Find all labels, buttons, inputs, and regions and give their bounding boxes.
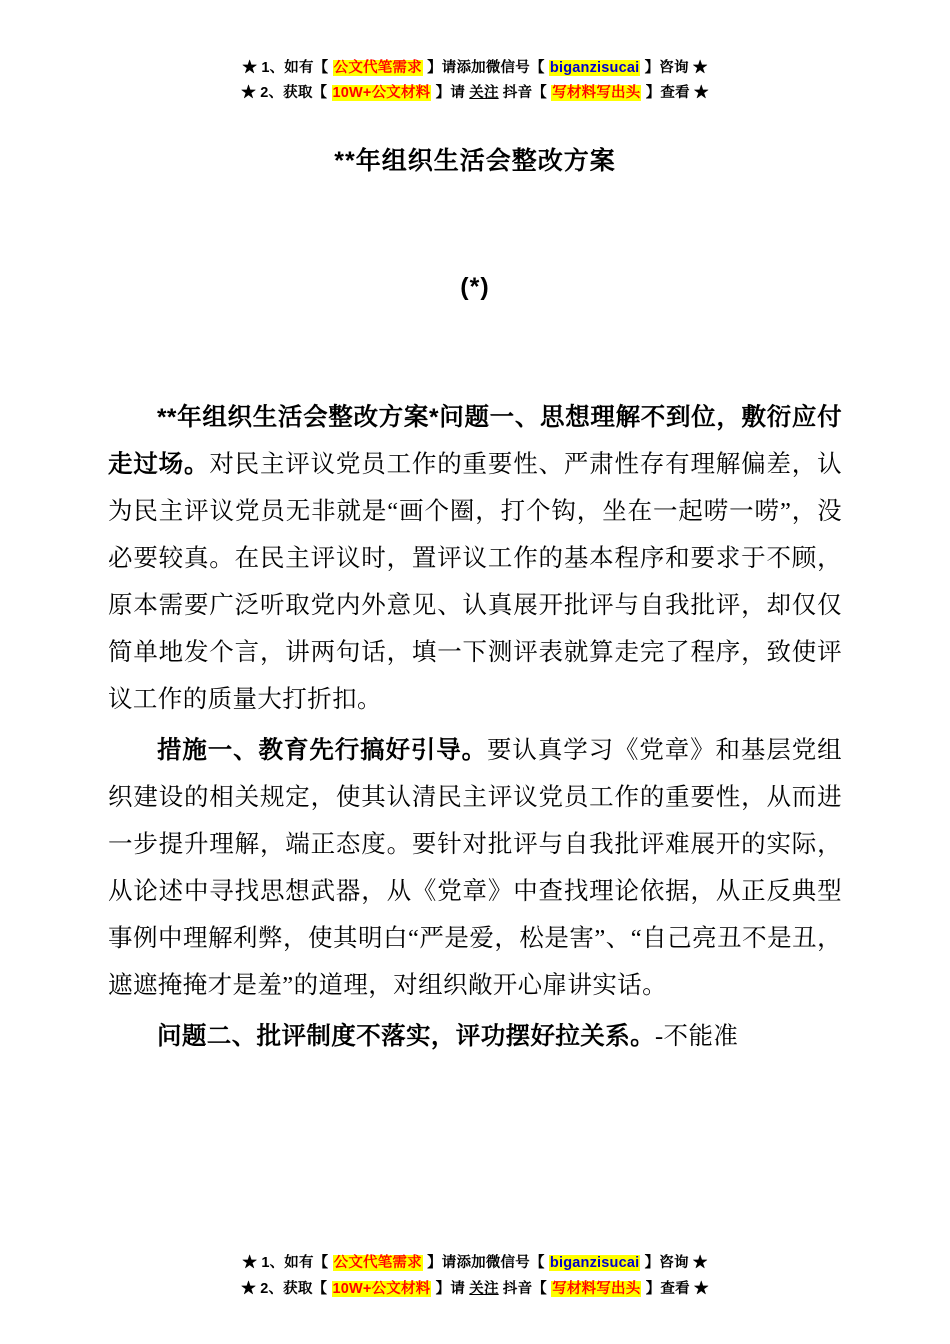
star-glyph-left-b1: ★ bbox=[242, 1255, 258, 1272]
promo-text-1c-bottom: 】咨询 bbox=[644, 1255, 689, 1272]
promo-text-2-underline-bottom: 关注 bbox=[469, 1280, 499, 1297]
document-subtitle: (*) bbox=[460, 272, 490, 301]
promo-highlight-douyin-account: 写材料写出头 bbox=[552, 85, 641, 102]
paragraph-3-text: -不能准 bbox=[655, 1022, 739, 1050]
star-glyph-right-2: ★ bbox=[694, 85, 709, 102]
promo-text-1a-bottom: 1、如有【 bbox=[261, 1255, 329, 1272]
paragraph-3 bbox=[108, 1013, 842, 1060]
promo-text-2a-bottom: 2、获取【 bbox=[260, 1280, 328, 1297]
star-glyph-right: ★ bbox=[692, 60, 708, 76]
promo-text-2b-bottom: 】请 bbox=[435, 1280, 466, 1297]
promo-text-1c: 】咨询 bbox=[644, 60, 689, 76]
promo-banner-top bbox=[108, 56, 842, 107]
promo-line-2 bbox=[108, 81, 842, 106]
promo-highlight-service-bottom: 公文代笔需求 bbox=[333, 1255, 422, 1272]
promo-line-2-bottom bbox=[108, 1277, 842, 1302]
promo-text-2c-bottom: 抖音【 bbox=[502, 1280, 548, 1297]
star-glyph-left-2: ★ bbox=[241, 85, 256, 102]
promo-text-1b-bottom: 】请添加微信号【 bbox=[427, 1255, 545, 1272]
paragraph-1-lead: **年组织生活会整改方案*问题一、思想理解不到位，敷衍应付走过场。 bbox=[108, 403, 842, 478]
paragraph-1-text: 对民主评议党员工作的重要性、严肃性存有理解偏差，认为民主评议党员无非就是“画个圈，打个钩，坐在一起唠一唠”，没必要较真。在民主评议时，置评议工作的基本程序和要求于不顾，原本需要广泛听取党内外意见、认真展开批评与自我批评，却仅仅简单地发个言，讲两句话，填一下测评表就算走完了程序，致使评议工作的质量大打折扣。 bbox=[108, 450, 842, 713]
promo-line-1 bbox=[108, 56, 842, 81]
promo-highlight-douyin-account-bottom: 写材料写出头 bbox=[552, 1280, 641, 1297]
paragraph-2-lead: 措施一、教育先行搞好引导。 bbox=[157, 736, 488, 764]
promo-highlight-service: 公文代笔需求 bbox=[333, 60, 422, 76]
promo-line-1-bottom bbox=[108, 1251, 842, 1276]
paragraph-1 bbox=[108, 394, 842, 723]
document-body bbox=[108, 394, 842, 1064]
star-glyph-left-b2: ★ bbox=[241, 1280, 256, 1297]
star-glyph-right-b1: ★ bbox=[692, 1255, 708, 1272]
promo-text-2d: 】查看 bbox=[645, 85, 690, 102]
promo-text-1b: 】请添加微信号【 bbox=[427, 60, 545, 76]
promo-highlight-materials-bottom: 10W+公文材料 bbox=[332, 1280, 431, 1297]
star-glyph-left: ★ bbox=[242, 60, 258, 76]
promo-text-2d-bottom: 】查看 bbox=[645, 1280, 690, 1297]
promo-text-2a: 2、获取【 bbox=[260, 85, 328, 102]
star-glyph-right-b2: ★ bbox=[694, 1280, 709, 1297]
paragraph-2-text: 要认真学习《党章》和基层党组织建设的相关规定，使其认清民主评议党员工作的重要性，从而进一步提升理解，端正态度。要针对批评与自我批评难展开的实际，从论述中寻找思想武器，从《党章》中查找理论依据，从正反典型事例中理解利弊，使其明白“严是爱，松是害”、“自己亮丑不是丑，遮遮掩掩才是羞”的道理，对组织敞开心扉讲实话。 bbox=[108, 736, 842, 999]
page-title: **年组织生活会整改方案 bbox=[334, 146, 616, 175]
promo-text-1a: 1、如有【 bbox=[261, 60, 329, 76]
promo-text-2c: 抖音【 bbox=[502, 85, 548, 102]
promo-text-2-underline: 关注 bbox=[469, 85, 499, 102]
paragraph-2 bbox=[108, 727, 842, 1009]
promo-banner-bottom bbox=[108, 1251, 842, 1302]
promo-highlight-wechat-id-bottom: biganzisucai bbox=[549, 1255, 640, 1272]
promo-highlight-materials: 10W+公文材料 bbox=[332, 85, 431, 102]
paragraph-3-lead: 问题二、批评制度不落实，评功摆好拉关系。 bbox=[157, 1022, 655, 1050]
promo-highlight-wechat-id: biganzisucai bbox=[549, 60, 640, 76]
promo-text-2b: 】请 bbox=[435, 85, 466, 102]
